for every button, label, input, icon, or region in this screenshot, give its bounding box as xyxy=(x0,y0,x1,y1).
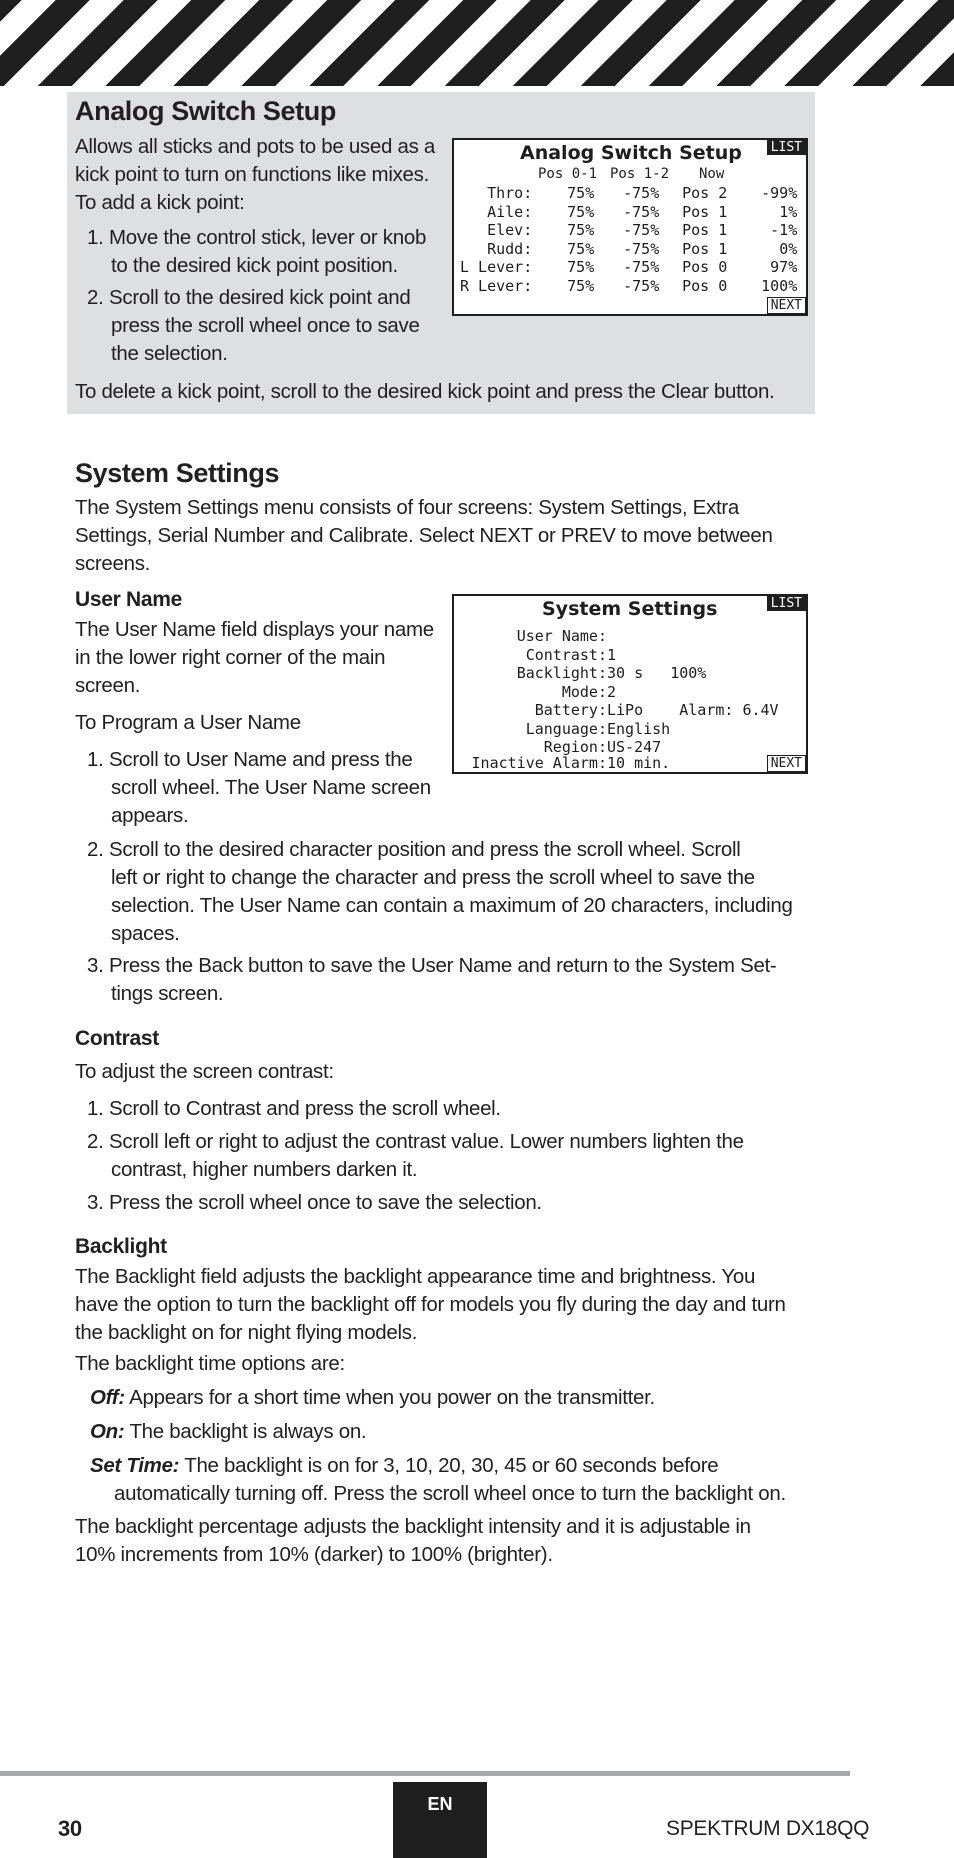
step-number: 3. xyxy=(87,1191,104,1214)
product-name: SPEKTRUM DX18QQ xyxy=(666,1817,870,1840)
page-number: 30 xyxy=(58,1816,82,1841)
next-button[interactable]: NEXT xyxy=(767,755,806,772)
user-name-heading: User Name xyxy=(75,588,183,611)
step-line: Scroll to the desired character position and press the scroll wheel. Scroll xyxy=(109,838,741,861)
row-value: Pos 2 xyxy=(682,184,728,202)
list-button[interactable]: LIST xyxy=(767,596,806,611)
step-line: Scroll to the desired kick point and xyxy=(109,286,411,309)
lcd-title: Analog Switch Setup xyxy=(520,142,742,164)
row-label: Elev: xyxy=(487,221,533,240)
table-row xyxy=(460,221,797,240)
step-number: 1. xyxy=(87,748,104,771)
desc-line: screen. xyxy=(75,674,141,697)
lcd-col-header: Pos 0-1 xyxy=(538,166,598,182)
option-line: automatically turning off. Press the scroll wheel once to turn the backlight on. xyxy=(114,1482,786,1505)
option-term: Off: xyxy=(90,1386,125,1409)
row-label: Mode: xyxy=(561,682,607,701)
row-value: 0% xyxy=(779,239,798,258)
lcd-row-user-name[interactable] xyxy=(454,627,806,645)
row-label: Inactive Alarm: xyxy=(471,754,607,772)
intro-line: The System Settings menu consists of four screens: System Settings, Extra xyxy=(75,496,739,519)
step-line: Scroll to User Name and press the xyxy=(109,748,413,771)
row-value: 100% xyxy=(761,276,798,295)
footer-rule xyxy=(0,1771,850,1776)
analog-switch-intro xyxy=(75,133,455,217)
row-value: 75% xyxy=(567,276,595,295)
step-line: tings screen. xyxy=(111,982,224,1005)
intro-line: Settings, Serial Number and Calibrate. Select NEXT or PREV to move between xyxy=(75,524,773,547)
row-label: Region: xyxy=(543,738,607,756)
language-tab xyxy=(393,1782,487,1858)
program-user-name-title: To Program a User Name xyxy=(75,711,301,734)
row-value: -75% xyxy=(623,276,660,295)
row-value: 10 min. xyxy=(607,754,671,772)
option-line: The backlight is always on. xyxy=(129,1420,367,1443)
step-number: 3. xyxy=(87,954,104,977)
desc-line: The User Name field displays your name xyxy=(75,618,434,641)
system-settings-intro xyxy=(75,494,835,578)
contrast-step-2 xyxy=(87,1128,827,1184)
row-label: Rudd: xyxy=(487,239,533,258)
option-line: The backlight is on for 3, 10, 20, 30, 45 or 60 seconds before xyxy=(184,1454,719,1477)
backlight-option-off xyxy=(90,1384,830,1412)
row-value: Pos 1 xyxy=(682,202,728,221)
intro-line: kick point to turn on functions like mixes. xyxy=(75,163,429,186)
row-value: English xyxy=(607,719,671,738)
user-name-step-1 xyxy=(87,746,467,830)
backlight-options-title: The backlight time options are: xyxy=(75,1352,345,1375)
analog-switch-delete-note: To delete a kick point, scroll to the desired kick point and press the Clear button. xyxy=(75,380,775,403)
step-number: 1. xyxy=(87,226,104,249)
row-value: 75% xyxy=(567,258,595,277)
row-label: User Name: xyxy=(516,627,607,645)
row-value: 97% xyxy=(770,258,798,277)
row-value: Pos 1 xyxy=(682,239,728,258)
next-button[interactable]: NEXT xyxy=(767,297,806,314)
backlight-heading: Backlight xyxy=(75,1235,167,1258)
step-line: Scroll left or right to adjust the contrast value. Lower numbers lighten the xyxy=(109,1130,744,1153)
step-line: Scroll to Contrast and press the scroll wheel. xyxy=(109,1097,501,1120)
row-value: 1% xyxy=(779,202,798,221)
row-value: 75% xyxy=(567,239,595,258)
option-line: Appears for a short time when you power on the transmitter. xyxy=(129,1386,655,1409)
row-value: Pos 0 xyxy=(682,258,728,277)
step-line: spaces. xyxy=(111,922,180,945)
step-number: 2. xyxy=(87,838,104,861)
backlight-desc xyxy=(75,1263,855,1347)
intro-line: Allows all sticks and pots to be used as a xyxy=(75,135,436,158)
table-row xyxy=(460,258,797,277)
backlight-option-on xyxy=(90,1418,830,1446)
table-row xyxy=(460,184,797,203)
step-line: appears. xyxy=(111,804,189,827)
lcd-row-backlight[interactable] xyxy=(454,664,806,682)
lcd-row-mode[interactable] xyxy=(454,683,806,701)
row-label: Language: xyxy=(525,719,607,738)
contrast-step-3 xyxy=(87,1189,827,1217)
system-settings-lcd-screen xyxy=(452,594,808,774)
row-value: 75% xyxy=(567,221,595,240)
table-row xyxy=(460,240,797,259)
step-line: press the scroll wheel once to save xyxy=(111,314,420,337)
user-name-desc xyxy=(75,616,455,700)
step-line: Press the Back button to save the User Name and return to the System Set- xyxy=(109,954,777,977)
backlight-option-set-time xyxy=(90,1452,850,1508)
list-button[interactable]: LIST xyxy=(767,140,806,155)
desc-line: have the option to turn the backlight off for models you fly during the day and turn xyxy=(75,1293,786,1316)
row-value: -75% xyxy=(623,184,660,202)
row-value: -75% xyxy=(623,202,660,221)
desc-line: The Backlight field adjusts the backlight appearance time and brightness. You xyxy=(75,1265,756,1288)
analog-switch-lcd-screen xyxy=(452,138,808,316)
desc-line: the backlight on for night flying models. xyxy=(75,1321,418,1344)
step-line: Press the scroll wheel once to save the selection. xyxy=(109,1191,542,1214)
table-row xyxy=(460,203,797,222)
step-number: 1. xyxy=(87,1097,104,1120)
step-line: Move the control stick, lever or knob xyxy=(109,226,427,249)
row-value: 1 xyxy=(607,645,617,664)
intro-line: screens. xyxy=(75,552,151,575)
analog-switch-step-2 xyxy=(87,284,467,368)
row-label: R Lever: xyxy=(460,276,533,295)
row-value: LiPo Alarm: 6.4V xyxy=(607,701,779,719)
row-value: US-247 xyxy=(607,738,662,756)
lcd-row-language[interactable] xyxy=(454,720,806,738)
backlight-percentage xyxy=(75,1513,855,1569)
analog-switch-step-1 xyxy=(87,224,467,280)
analog-switch-heading: Analog Switch Setup xyxy=(75,96,336,126)
row-label: Backlight: xyxy=(516,664,607,682)
row-label: Aile: xyxy=(487,202,533,221)
row-label: Thro: xyxy=(487,184,533,202)
desc-line: in the lower right corner of the main xyxy=(75,646,386,669)
user-name-step-2 xyxy=(87,836,827,948)
user-name-step-3 xyxy=(87,952,827,1008)
step-number: 2. xyxy=(87,1130,104,1153)
row-value: -1% xyxy=(770,221,798,240)
desc-line: The backlight percentage adjusts the backlight intensity and it is adjustable in xyxy=(75,1515,751,1538)
row-label: Contrast: xyxy=(525,645,607,664)
contrast-heading: Contrast xyxy=(75,1027,159,1050)
lcd-col-header: Now xyxy=(699,166,725,182)
row-value: -75% xyxy=(623,258,660,277)
option-term: On: xyxy=(90,1420,125,1443)
row-value: 75% xyxy=(567,184,595,202)
row-value: -75% xyxy=(623,239,660,258)
lcd-col-header: Pos 1-2 xyxy=(610,166,670,182)
row-value: Pos 0 xyxy=(682,276,728,295)
lcd-row-battery[interactable] xyxy=(454,701,806,719)
lcd-row-inactive-alarm[interactable] xyxy=(454,754,806,772)
step-line: selection. The User Name can contain a maximum of 20 characters, including xyxy=(111,894,793,917)
row-value: -75% xyxy=(623,221,660,240)
contrast-step-1 xyxy=(87,1095,827,1123)
desc-line: 10% increments from 10% (darker) to 100% (brighter). xyxy=(75,1543,553,1566)
row-value: Pos 1 xyxy=(682,221,728,240)
step-line: to the desired kick point position. xyxy=(111,254,398,277)
language-label: EN xyxy=(427,1794,453,1814)
row-value: 2 xyxy=(607,682,617,701)
step-line: scroll wheel. The User Name screen xyxy=(111,776,431,799)
analog-switch-table xyxy=(460,184,797,296)
step-line: left or right to change the character and press the scroll wheel to save the xyxy=(111,866,755,889)
decorative-stripe-banner xyxy=(0,0,954,86)
step-line: contrast, higher numbers darken it. xyxy=(111,1158,418,1181)
row-value: -99% xyxy=(761,184,798,202)
lcd-row-contrast[interactable] xyxy=(454,646,806,664)
row-label: L Lever: xyxy=(460,258,533,277)
table-row xyxy=(460,277,797,296)
step-line: the selection. xyxy=(111,342,228,365)
intro-line: To add a kick point: xyxy=(75,191,245,214)
contrast-intro: To adjust the screen contrast: xyxy=(75,1060,334,1083)
system-settings-heading: System Settings xyxy=(75,458,280,488)
option-term: Set Time: xyxy=(90,1454,180,1477)
row-label: Battery: xyxy=(534,701,607,719)
lcd-title: System Settings xyxy=(542,598,718,620)
step-number: 2. xyxy=(87,286,104,309)
row-value: 30 s 100% xyxy=(607,664,707,682)
row-value: 75% xyxy=(567,202,595,221)
